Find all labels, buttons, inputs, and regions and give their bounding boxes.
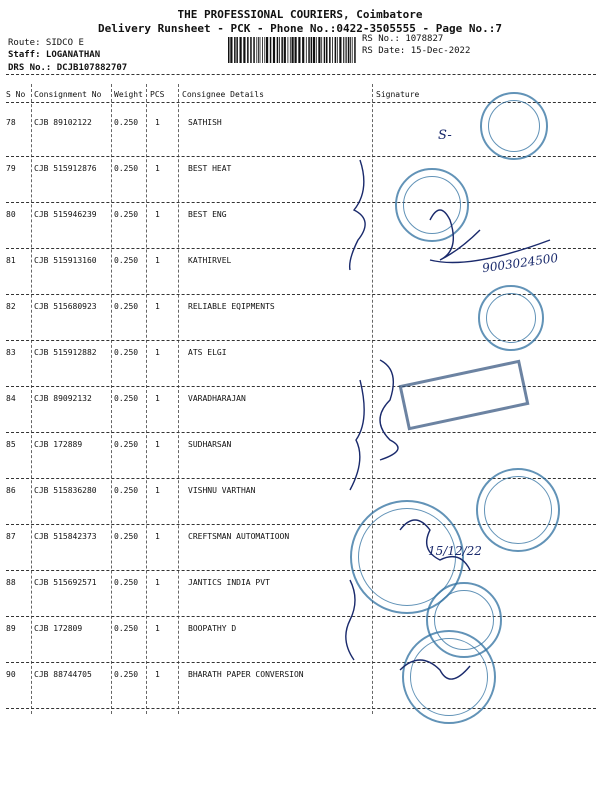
company-title: THE PROFESSIONAL COURIERS, Coimbatore	[177, 8, 423, 21]
cell-weight: 0.250	[114, 440, 139, 449]
rs-number: RS No.: 1078827	[362, 34, 444, 44]
cell-weight: 0.250	[114, 532, 139, 541]
cell-consignment: CJB 88744705	[34, 670, 92, 679]
cell-consignee: ATS ELGI	[188, 348, 227, 357]
cell-weight: 0.250	[114, 118, 139, 127]
cell-pcs: 1	[155, 256, 160, 265]
handwritten-note: S-	[438, 128, 452, 143]
handwritten-date: 15/12/22	[428, 544, 482, 558]
handwritten-phone: 9003024500	[481, 250, 559, 276]
cell-consignment: CJB 515842373	[34, 532, 97, 541]
handwritten-signatures	[340, 150, 590, 710]
cell-consignee: VISHNU VARTHAN	[188, 486, 256, 495]
cell-consignment: CJB 515913160	[34, 256, 97, 265]
cell-consignee: SATHISH	[188, 118, 222, 127]
cell-pcs: 1	[155, 670, 160, 679]
cell-weight: 0.250	[114, 164, 139, 173]
cell-weight: 0.250	[114, 348, 139, 357]
cell-sno: 81	[6, 256, 16, 265]
cell-pcs: 1	[155, 348, 160, 357]
cell-sno: 90	[6, 670, 16, 679]
cell-pcs: 1	[155, 302, 160, 311]
runsheet-title: Delivery Runsheet - PCK - Phone No.:0422-3505555 - Page No.:7	[98, 22, 502, 35]
cell-sno: 85	[6, 440, 16, 449]
cell-sno: 87	[6, 532, 16, 541]
cell-pcs: 1	[155, 578, 160, 587]
header-rule	[6, 74, 596, 75]
cell-consignment: CJB 515912876	[34, 164, 97, 173]
col-consignee: Consignee Details	[182, 90, 264, 99]
cell-weight: 0.250	[114, 256, 139, 265]
cell-consignee: VARADHARAJAN	[188, 394, 246, 403]
cell-weight: 0.250	[114, 302, 139, 311]
cell-consignee: CREFTSMAN AUTOMATIOON	[188, 532, 290, 541]
cell-weight: 0.250	[114, 578, 139, 587]
rs-date: RS Date: 15-Dec-2022	[362, 46, 471, 56]
drs-number: DRS No.: DCJB107882707	[8, 63, 128, 73]
cell-weight: 0.250	[114, 486, 139, 495]
col-consignment: Consignment No	[34, 90, 102, 99]
cell-consignment: CJB 515836280	[34, 486, 97, 495]
cell-consignment: CJB 515946239	[34, 210, 97, 219]
route-label: Route: SIDCO E	[8, 38, 84, 48]
col-signature: Signature	[376, 90, 420, 99]
cell-pcs: 1	[155, 486, 160, 495]
cell-consignment: CJB 515692571	[34, 578, 97, 587]
cell-sno: 83	[6, 348, 16, 357]
cell-sno: 84	[6, 394, 16, 403]
cell-weight: 0.250	[114, 394, 139, 403]
cell-consignment: CJB 89092132	[34, 394, 92, 403]
cell-consignee: RELIABLE EQIPMENTS	[188, 302, 275, 311]
cell-consignee: BHARATH PAPER CONVERSION	[188, 670, 304, 679]
cell-consignee: BEST ENG	[188, 210, 227, 219]
cell-consignee: BEST HEAT	[188, 164, 232, 173]
cell-consignment: CJB 515680923	[34, 302, 97, 311]
cell-consignee: SUDHARSAN	[188, 440, 232, 449]
barcode	[228, 37, 358, 63]
cell-consignment: CJB 515912882	[34, 348, 97, 357]
cell-pcs: 1	[155, 210, 160, 219]
cell-weight: 0.250	[114, 670, 139, 679]
cell-sno: 89	[6, 624, 16, 633]
staff-label: Staff: LOGANATHAN	[8, 50, 101, 60]
cell-consignee: KATHIRVEL	[188, 256, 232, 265]
cell-consignee: BOOPATHY D	[188, 624, 237, 633]
cell-weight: 0.250	[114, 624, 139, 633]
cell-sno: 80	[6, 210, 16, 219]
cell-pcs: 1	[155, 164, 160, 173]
cell-pcs: 1	[155, 394, 160, 403]
cell-sno: 79	[6, 164, 16, 173]
col-pcs: PCS	[150, 90, 165, 99]
cell-consignment: CJB 89102122	[34, 118, 92, 127]
col-weight: Weight	[114, 90, 143, 99]
cell-sno: 88	[6, 578, 16, 587]
cell-consignment: CJB 172889	[34, 440, 83, 449]
cell-pcs: 1	[155, 118, 160, 127]
cell-pcs: 1	[155, 532, 160, 541]
cell-sno: 86	[6, 486, 16, 495]
cell-pcs: 1	[155, 624, 160, 633]
col-sno: S No	[6, 90, 26, 99]
cell-weight: 0.250	[114, 210, 139, 219]
cell-sno: 78	[6, 118, 16, 127]
cell-sno: 82	[6, 302, 16, 311]
cell-pcs: 1	[155, 440, 160, 449]
cell-consignee: JANTICS INDIA PVT	[188, 578, 270, 587]
cell-consignment: CJB 172809	[34, 624, 83, 633]
